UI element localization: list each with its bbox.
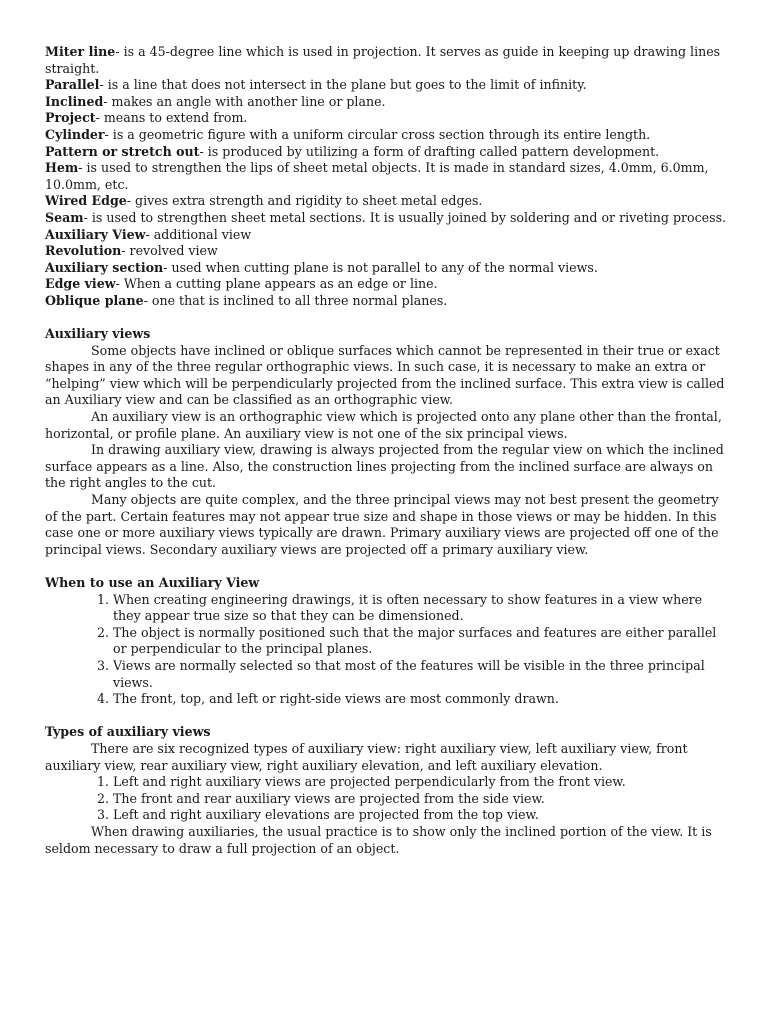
definition-text: - is used to strengthen the lips of sheet metal objects. It is made in standard sizes, 4.0mm, 6.0mm, 10.0mm, etc. <box>45 160 709 192</box>
paragraph: Some objects have inclined or oblique surfaces which cannot be represented in their true or exact shapes in any of the three regular orthographic views. In such case, it is necessary to make an extra or “helping” view which will be perpendicularly projected from the inclined surface. This extra view is called an Auxiliary view and can be classified as an orthographic view. <box>45 342 725 408</box>
section-heading: When to use an Auxiliary View <box>45 575 260 590</box>
definition-term: Oblique plane <box>45 292 144 308</box>
paragraph: There are six recognized types of auxiliary view: right auxiliary view, left auxiliary view, front auxiliary view, rear auxiliary view, right auxiliary elevation, and left auxiliary elevation. <box>45 740 688 773</box>
list-item: 4. The front, top, and left or right-side views are most commonly drawn. <box>113 691 728 708</box>
definition-item <box>45 243 728 260</box>
list-item: 3. Views are normally selected so that most of the features will be visible in the three principal views. <box>113 658 728 691</box>
definition-text: - revolved view <box>121 243 218 259</box>
definition-item <box>45 127 728 144</box>
definition-text: - is a 45-degree line which is used in projection. It serves as guide in keeping up drawing lines straight. <box>45 44 721 76</box>
section-heading: Types of auxiliary views <box>45 724 211 740</box>
definition-item <box>45 293 728 310</box>
definition-text: - is used to strengthen sheet metal sections. It is usually joined by soldering and or riveting process. <box>83 209 727 225</box>
list-item: 3. Left and right auxiliary elevations are projected from the top view. <box>113 807 728 824</box>
definition-item <box>45 276 728 293</box>
definition-text: - additional view <box>145 226 252 242</box>
definition-text: - gives extra strength and rigidity to sheet metal edges. <box>126 193 483 209</box>
list-item: 2. The front and rear auxiliary views are projected from the side view. <box>113 791 728 808</box>
when-to-use-section <box>45 575 728 708</box>
definition-term: Edge view <box>45 276 116 292</box>
numbered-list <box>45 774 728 824</box>
definition-text: - makes an angle with another line or plane. <box>103 93 386 109</box>
paragraph: Many objects are quite complex, and the three principal views may not best present the geometry of the part. Certain features may not appear true size and shape in those views or may be hidden. In this case one or more auxiliary views typically are drawn. Primary auxiliary views are projected off one of the principal views. Secondary auxiliary views are projected off a primary auxiliary view. <box>45 492 719 557</box>
definition-text: - one that is inclined to all three normal planes. <box>143 292 448 308</box>
definition-item <box>45 77 728 94</box>
list-item: 1. When creating engineering drawings, it is often necessary to show features in a view where they appear true size so that they can be dimensioned. <box>113 592 728 625</box>
definition-term: Inclined <box>45 93 104 109</box>
definition-item <box>45 260 728 277</box>
definition-item <box>45 193 728 210</box>
list-item: 2. The object is normally positioned such that the major surfaces and features are either parallel or perpendicular to the principal planes. <box>113 625 728 658</box>
definition-text: - is a line that does not intersect in the plane but goes to the limit of infinity. <box>99 77 587 93</box>
definition-term: Pattern or stretch out <box>45 143 200 159</box>
definition-term: Seam <box>45 209 84 225</box>
definition-term: Auxiliary View <box>45 226 146 242</box>
auxiliary-views-section <box>45 326 728 558</box>
section-spacer <box>45 558 728 575</box>
definition-text: - is produced by utilizing a form of drafting called pattern development. <box>199 143 660 159</box>
types-section <box>45 724 728 857</box>
paragraph: In drawing auxiliary view, drawing is always projected from the regular view on which the inclined surface appears as a line. Also, the construction lines projecting from the inclined surface are always on the right angles to the cut. <box>45 442 724 491</box>
definition-term: Wired Edge <box>45 193 127 209</box>
definition-text: - means to extend from. <box>95 110 248 126</box>
definition-item <box>45 144 728 161</box>
definition-item <box>45 160 728 193</box>
definition-term: Auxiliary section <box>45 259 164 275</box>
paragraph: An auxiliary view is an orthographic view which is projected onto any plane other than the frontal, horizontal, or profile plane. An auxiliary view is not one of the six principal views. <box>45 409 722 441</box>
definition-term: Revolution <box>45 243 122 259</box>
section-heading: Auxiliary views <box>45 326 151 342</box>
definition-text: - used when cutting plane is not parallel to any of the normal views. <box>163 259 598 275</box>
section-spacer <box>45 310 728 327</box>
definition-item <box>45 94 728 111</box>
definition-term: Cylinder <box>45 126 105 142</box>
definition-item <box>45 227 728 244</box>
definition-text: - is a geometric figure with a uniform circular cross section through its entire length. <box>104 126 651 142</box>
list-item: 1. Left and right auxiliary views are projected perpendicularly from the front view. <box>113 774 728 791</box>
section-spacer <box>45 708 728 725</box>
definition-term: Parallel <box>45 77 100 93</box>
definition-item <box>45 210 728 227</box>
definitions-block <box>45 44 728 310</box>
definition-term: Project <box>45 110 96 126</box>
definition-item <box>45 44 728 77</box>
definition-text: - When a cutting plane appears as an edge or line. <box>115 276 438 292</box>
definition-term: Hem <box>45 160 79 176</box>
paragraph: When drawing auxiliaries, the usual practice is to show only the inclined portion of the view. It is seldom necessary to draw a full projection of an object. <box>45 823 712 856</box>
definition-item <box>45 110 728 127</box>
definition-term: Miter line <box>45 44 116 59</box>
numbered-list <box>45 592 728 708</box>
